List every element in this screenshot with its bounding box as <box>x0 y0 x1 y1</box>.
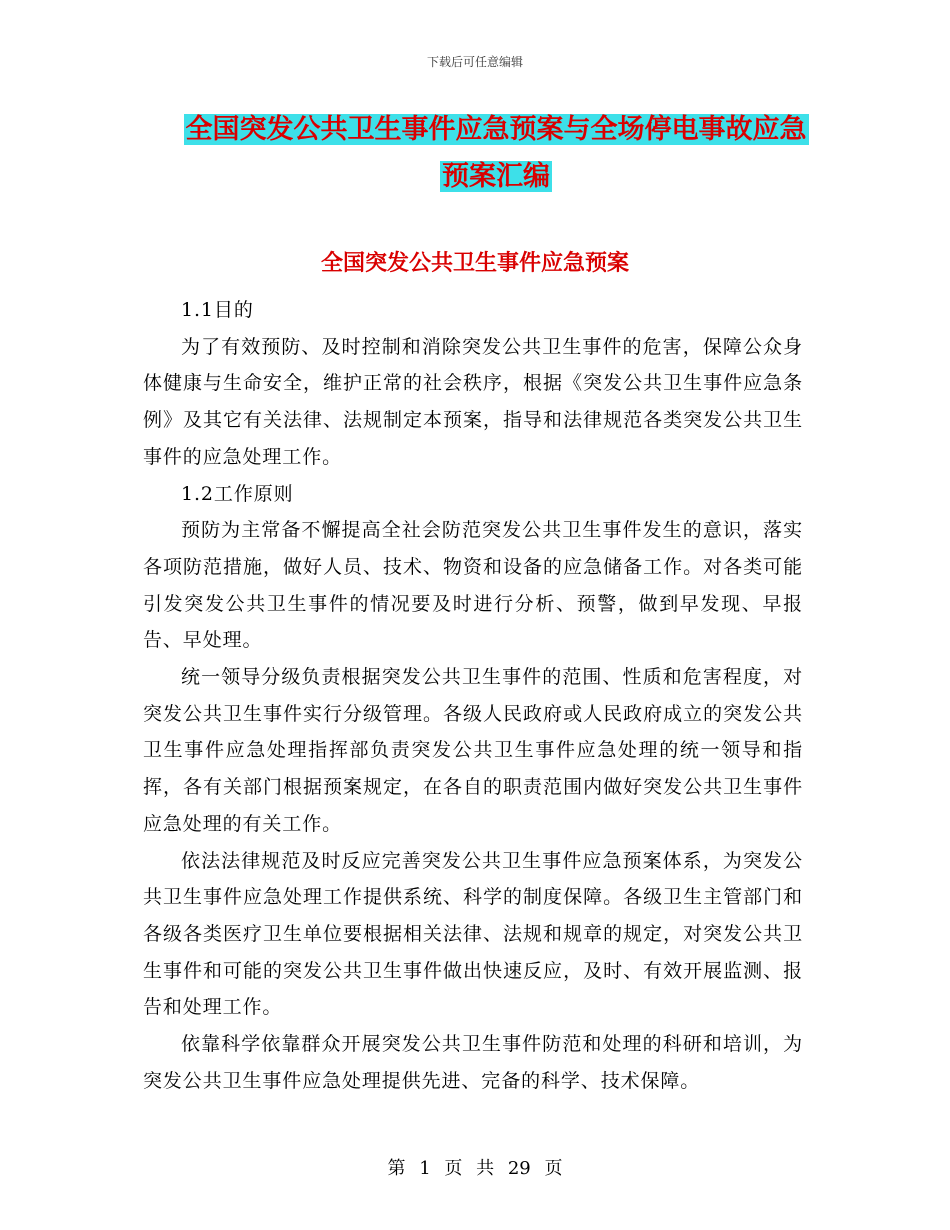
paragraph: 依靠科学依靠群众开展突发公共卫生事件防范和处理的科研和培训，为突发公共卫生事件应急处理提供先进、完备的科学、技术保障。 <box>143 1033 803 1092</box>
document-title-line-2: 预案汇编 <box>442 161 550 192</box>
section-title: 全国突发公共卫生事件应急预案 <box>320 251 629 276</box>
subheading-purpose: 1.1目的 <box>181 299 254 321</box>
subheading-principles: 1.2工作原则 <box>181 482 294 505</box>
document-body <box>143 292 803 1099</box>
paragraph: 依法法律规范及时反应完善突发公共卫生事件应急预案体系，为突发公共卫生事件应急处理工作提供系统、科学的制度保障。各级卫生主管部门和各级各类医疗卫生单位要根据相关法律、法规和规章的规定，对突发公共卫生事件和可能的突发公共卫生事件做出快速反应，及时、有效开展监测、报告和处理工作。 <box>143 849 803 1019</box>
page-number-footer: 第 1 页 共 29 页 <box>387 1158 563 1179</box>
document-title <box>140 106 852 200</box>
header-note: 下载后可任意编辑 <box>426 55 523 69</box>
document-title-line-1: 全国突发公共卫生事件应急预案与全场停电事故应急 <box>185 114 807 145</box>
paragraph: 为了有效预防、及时控制和消除突发公共卫生事件的危害，保障公众身体健康与生命安全，维护正常的社会秩序，根据《突发公共卫生事件应急条例》及其它有关法律、法规制定本预案，指导和法律规范各类突发公共卫生事件的应急处理工作。 <box>143 335 803 468</box>
paragraph: 统一领导分级负责根据突发公共卫生事件的范围、性质和危害程度，对突发公共卫生事件实行分级管理。各级人民政府或人民政府成立的突发公共卫生事件应急处理指挥部负责突发公共卫生事件应急处理的统一领导和指挥，各有关部门根据预案规定，在各自的职责范围内做好突发公共卫生事件应急处理的有关工作。 <box>143 666 803 835</box>
paragraph: 预防为主常备不懈提高全社会防范突发公共卫生事件发生的意识，落实各项防范措施，做好人员、技术、物资和设备的应急储备工作。对各类可能引发突发公共卫生事件的情况要及时进行分析、预警，做到早发现、早报告、早处理。 <box>143 519 803 652</box>
